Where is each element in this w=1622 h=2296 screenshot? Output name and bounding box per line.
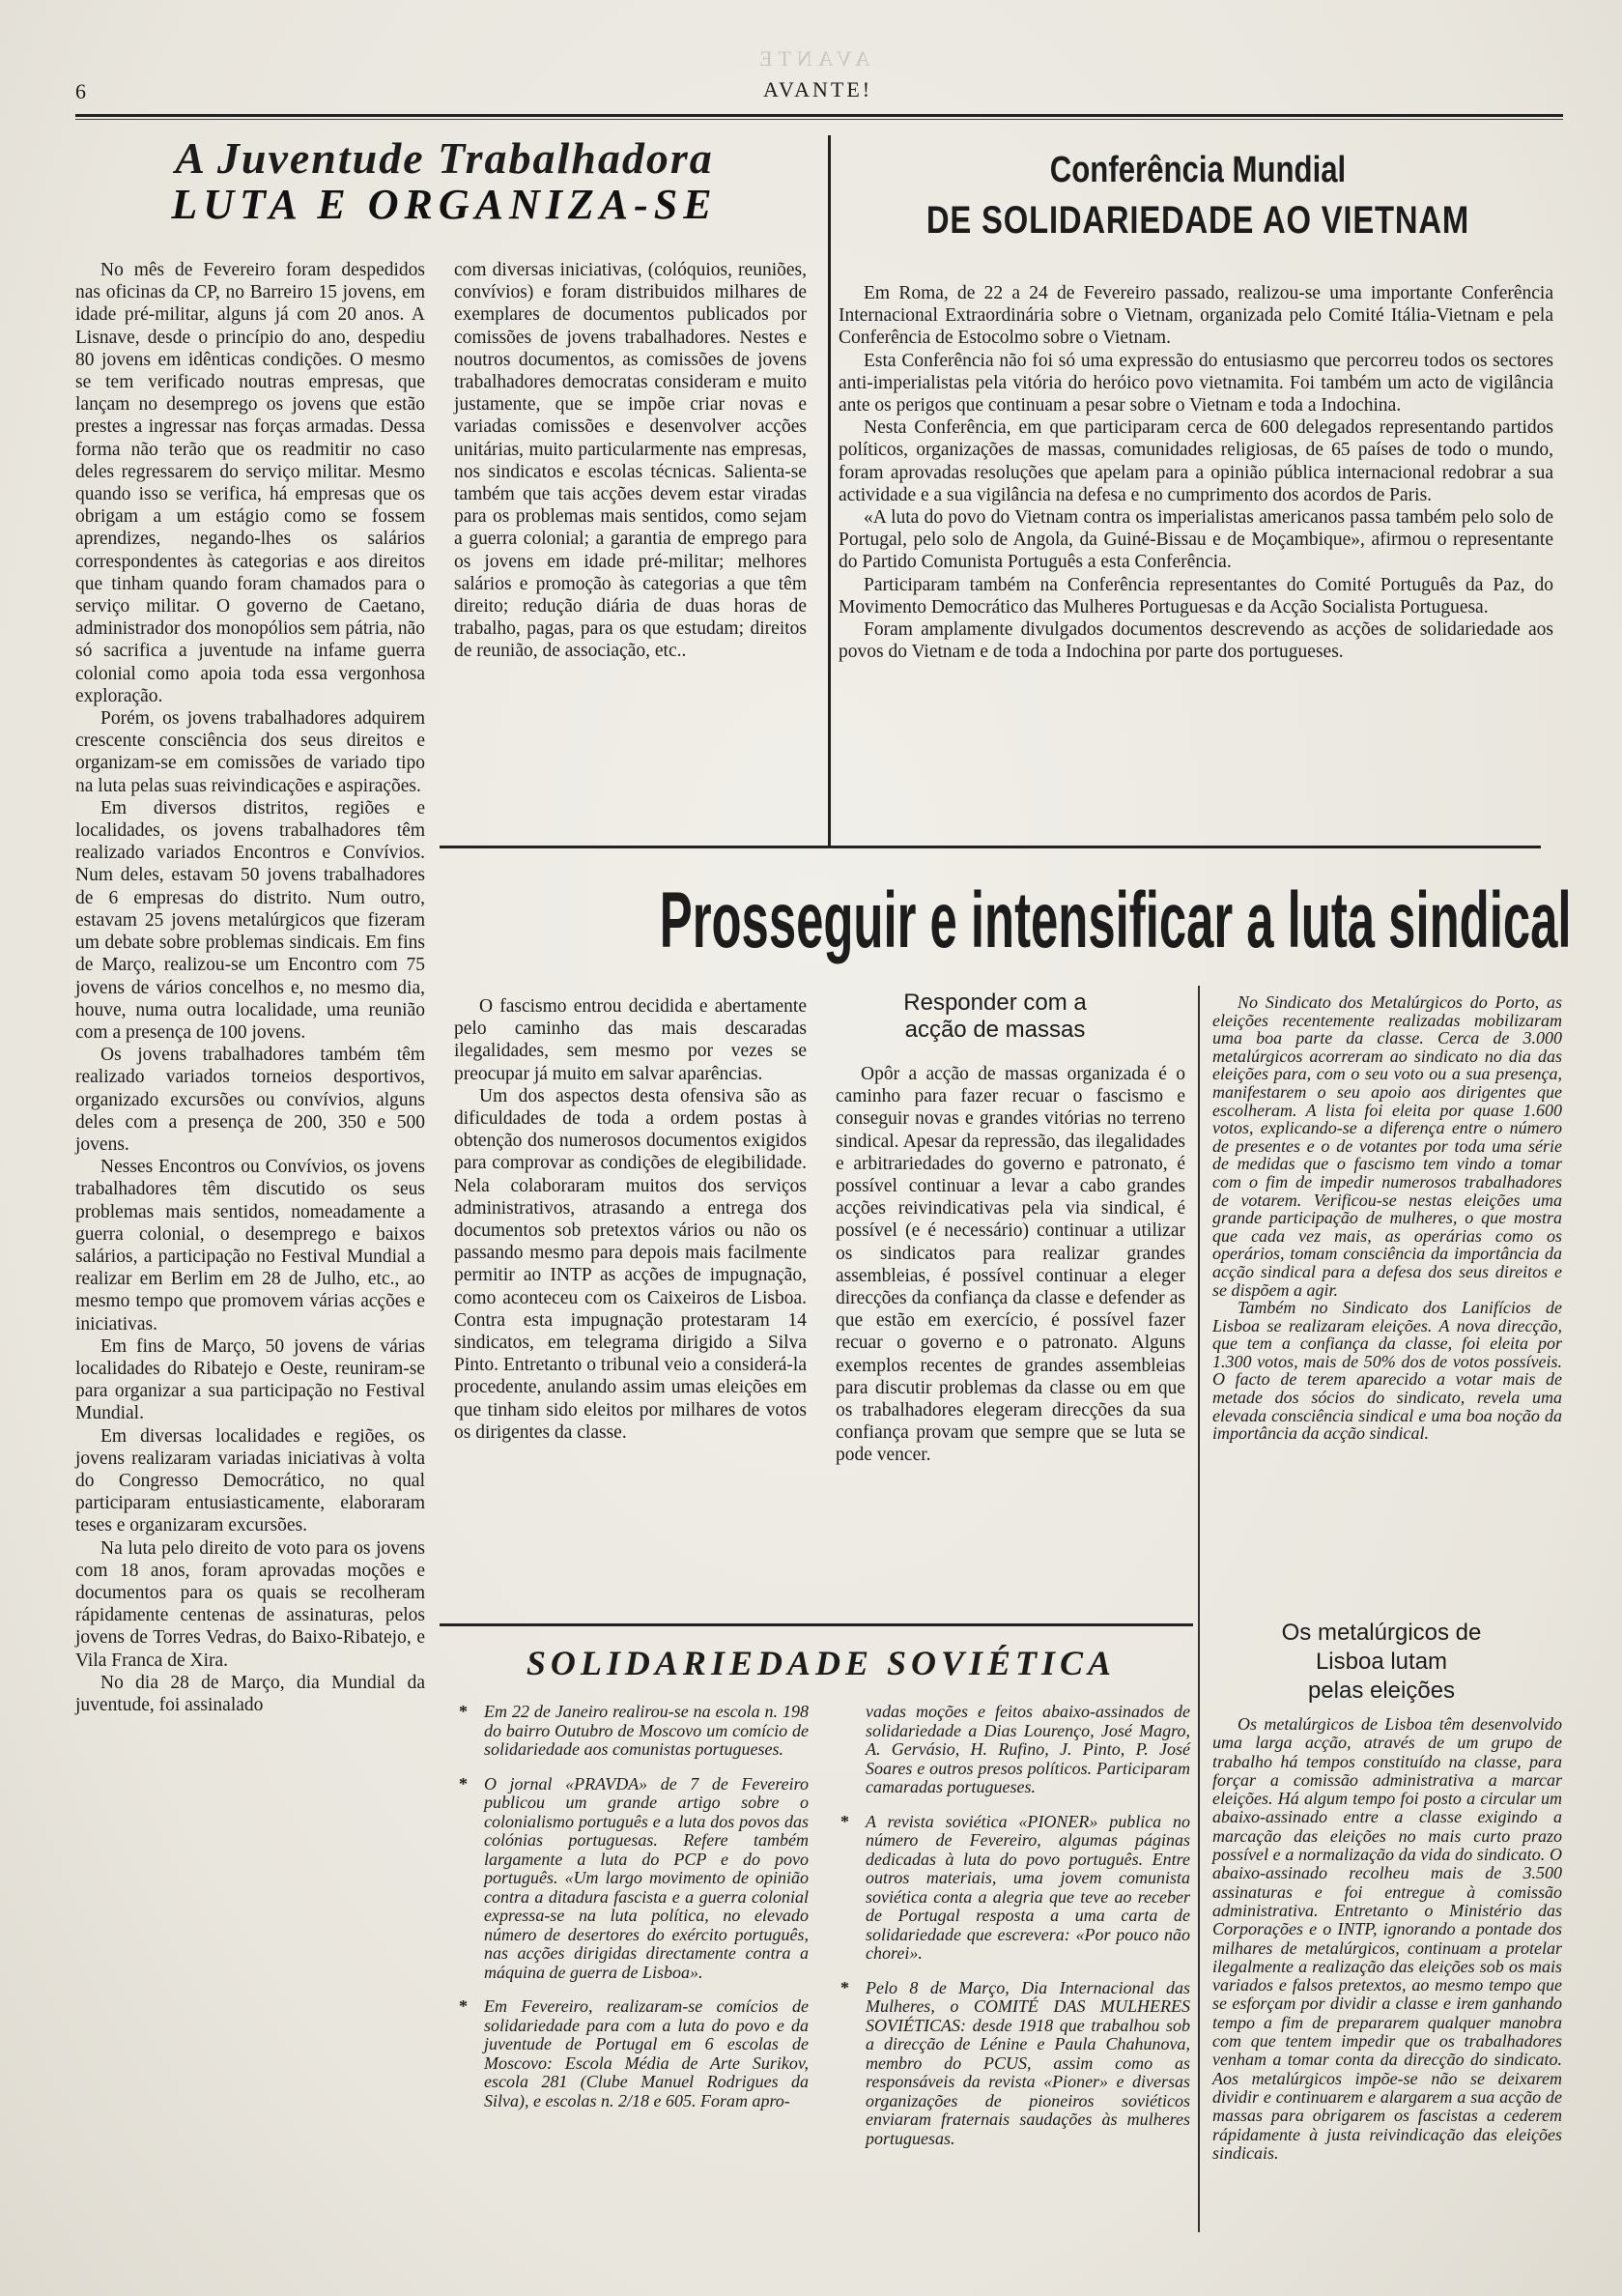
sindical-article-headline: Prosseguir e intensificar a luta sindical: [659, 876, 1572, 964]
youth-article-col2: [454, 259, 807, 663]
paragraph: Um dos aspectos desta ofensiva são as dificuldades de toda a ordem postas à obtenção dos numerosos documentos exigidos para comprovar as condições de elegibilidade. Nela colaboraram muitos dos serviços administrativos, atrasando a entrega dos documentos sob pretextos vários ou não os passando mesmo para depois mais facilmente permitir ao INTP as acções de impugnação, como aconteceu com os Caixeiros de Lisboa. Contra esta impugnação protestaram 14 sindicatos, em telegrama dirigido a Silva Pinto. Entretanto o tribunal veio a considerá-la procedente, anulando assim umas eleições em que tinham sido eleitos por milhares de votos os dirigentes da classe.: [454, 1085, 807, 1443]
subheading-line-3: pelas eleições: [1307, 1678, 1456, 1704]
paragraph: com diversas iniciativas, (colóquios, reuniões, convívios) e foram distribuidos milhares de exemplares de documentos publicados por comissões de jovens trabalhadores. Nestes e noutros documentos, as comissões de jovens trabalhadores democratas consideram e muito justamente, que se impõe criar novas e variadas comissões e desenvolver acções unitárias, muito particularmente nas empresas, nos sindicatos e escolas técnicas. Salienta-se também que tais acções devem estar viradas para os problemas mais sentidos, como sejam a guerra colonial; a garantia de emprego para os jovens em idade pré-militar; melhores salários e promoção às categorias a que têm direito; redução diária de duas horas de trabalho, pagas, para os que estudam; direitos de reunião, de associação, etc..: [454, 260, 807, 662]
headline-line-1: A Juventude Trabalhadora: [175, 133, 714, 183]
headline-line-2: DE SOLIDARIEDADE AO VIETNAM: [925, 199, 1470, 242]
solidarity-col1: [459, 1703, 809, 2126]
bullet-star-icon: *: [459, 1702, 468, 1721]
column-divider: [828, 135, 831, 846]
paragraph: Foram amplamente divulgados documentos descrevendo as acções de solidariedade aos povos do Vietnam e de toda a Indochina por parte dos portugueses.: [839, 619, 1553, 663]
bullet-star-icon: *: [459, 1996, 468, 2016]
metal-article-body: [1212, 1715, 1562, 2163]
header-rule: [75, 114, 1563, 117]
paragraph: Na luta pelo direito de voto para os jovens com 18 anos, foram aprovadas moções e documentos para os quais se recolheram rápidamente centenas de assinaturas, pelos jovens de Torres Vedras, do Baixo-Ribatejo, e Vila Franca de Xira.: [75, 1537, 425, 1671]
sindical-col2: [836, 1063, 1185, 1467]
sindical-col1: [454, 995, 807, 1444]
page-number: 6: [75, 79, 86, 103]
paragraph: Participaram também na Conferência representantes do Comité Português da Paz, do Movimento Democrático das Mulheres Portuguesas e da Acção Socialista Portuguesa.: [839, 574, 1553, 617]
paragraph: Em Roma, de 22 a 24 de Fevereiro passado, realizou-se uma importante Conferência Internacional Extraordinária sobre o Vietnam, organizada pelo Comité Itália-Vietnam e pela Conferência de Estocolmo sobre o Vietnam.: [839, 283, 1553, 349]
bullet-star-icon: *: [840, 1811, 849, 1831]
subheading-line-2: acção de massas: [904, 1017, 1086, 1043]
paragraph: Os jovens trabalhadores também têm realizado variados torneios desportivos, organizado excursões ou convívios, alguns deles com a presença de 200, 350 e 500 jovens.: [75, 1045, 425, 1155]
paragraph: Opôr a acção de massas organizada é o caminho para fazer recuar o fascismo e conseguir novas e grandes vitórias no terreno sindical. Apesar da repressão, das ilegalidades e arbitrariedades do governo e patronato, é possível continuar a levar a cabo grandes acções reivindicativas pela via sindical, é possível (e é necessário) continuar a utilizar os sindicatos para realizar grandes assembleias, é possível continuar a eleger direcções da confiança da classe e defender as que estão em exercício, é possível fazer recuar o governo e o patronato. Alguns exemplos recentes de grandes assembleias para discutir problemas da classe ou em que os trabalhadores elegeram direcções da sua confiança provam que sempre que se luta se pode vencer.: [836, 1064, 1185, 1466]
section-rule: [440, 1623, 1193, 1626]
solidarity-item: * Em 22 de Janeiro realirou-se na escola n. 198 do bairro Outubro de Moscovo um comício de solidariedade aos comunistas portugueses.: [459, 1702, 809, 1759]
vietnam-article-body: [839, 282, 1553, 663]
paragraph: O fascismo entrou decidida e abertamente pelo caminho das mais descaradas ilegalidades, sem mesmo por vezes se preocupar já muito em salvar aparências.: [454, 996, 807, 1084]
paragraph: Também no Sindicato dos Lanifícios de Lisboa se realizaram eleições. A nova direcção, que tem a confiança da classe, foi eleita por 1.300 votos, mais de 50% dos de votos possíveis. O facto de terem aparecido a votar mais de metade dos sócios do sindicato, revela uma elevada consciência sindical e uma boa noção da importância da acção sindical.: [1212, 1298, 1562, 1444]
sindical-col3: [1212, 993, 1562, 1443]
subheading-line-1: Os metalúrgicos de: [1281, 1620, 1482, 1646]
paragraph: No dia 28 de Março, dia Mundial da juventude, foi assinalado: [75, 1672, 425, 1715]
paragraph: Esta Conferência não foi só uma expressão do entusiasmo que percorreu todos os sectores anti-imperialistas pela vitória do heróico povo vietnamita. Foi também um acto de vigilância ante os perigos que continuam a pesar sobre o Vietnam e toda a Indochina.: [839, 350, 1553, 416]
youth-article-headline: [106, 135, 783, 228]
metal-subheading: [1208, 1619, 1555, 1706]
paragraph: Porém, os jovens trabalhadores adquirem crescente consciência dos seus direitos e organizam-se em comissões de variado tipo na luta pelas suas reivindicações e aspirações.: [75, 708, 425, 796]
solidarity-col2: [840, 1703, 1190, 2164]
bullet-star-icon: *: [840, 1977, 849, 1997]
headline-line-2: LUTA E ORGANIZA-SE: [171, 181, 718, 228]
bullet-star-icon: *: [459, 1773, 468, 1794]
paragraph: No Sindicato dos Metalúrgicos do Porto, as eleições recentemente realizadas mobilizaram uma boa parte da classe. Cerca de 3.000 metalúrgicos acorreram ao sindicato no dia das eleições para, com o seu voto ou a sua presença, manifestarem o seu apoio aos dirigentes que escolheram. A lista foi eleita por quase 1.600 votos, explicando-se a diferença entre o número de presentes e o de votantes por toda uma série de medidas que o fascismo tem vindo a tomar com o fim de impedir numerosos trabalhadores de votarem. Verificou-se nestas eleições uma grande participação de mulheres, o que mostra que cada vez mais, as operárias como os operários, tomam consciência da importância da acção sindical para a defesa dos seus direitos e se dispõem a agir.: [1212, 992, 1562, 1300]
masthead: AVANTE!: [763, 77, 873, 101]
solidarity-headline: SOLIDARIEDADE SOVIÉTICA: [526, 1644, 1117, 1682]
subheading-line-1: Responder com a: [903, 990, 1087, 1016]
paragraph: No mês de Fevereiro foram despedidos nas oficinas da CP, no Barreiro 15 jovens, em idade pré-militar, alguns já com 20 anos. A Lisnave, desde o princípio do ano, despediu 80 jovens em idênticas condições. O mesmo se tem verificado noutras empresas, que lançam no desemprego os jovens que estão prestes a ingressar nas forças armadas. Dessa forma não terão que os readmitir no caso deles regressarem do serviço militar. Mesmo quando isso se verifica, há empresas que os obrigam a um estágio como se fossem aprendizes, negando-lhes os salários correspondentes às categorias e aos direitos que tinham quando foram chamados para o serviço militar. O governo de Caetano, administrador dos monopólios sem pátria, não só sacrifica a juventude na infame guerra colonial como apoia toda essa vergonhosa exploração.: [75, 260, 425, 706]
paragraph: Nesses Encontros ou Convívios, os jovens trabalhadores têm discutido os seus problemas mais sentidos, nomeadamente a guerra colonial, o desemprego e baixos salários, a participação no Festival Mundial a realizar em Berlim em 28 de Julho, etc., ao mesmo tempo que promovem várias acções e iniciativas.: [75, 1157, 425, 1335]
solidarity-item: * O jornal «PRAVDA» de 7 de Fevereiro publicou um grande artigo sobre o colonialismo português e a luta dos povos das colónias portuguesas. Refere também largamente a luta do PCP e do povo português. «Um largo movimento de opinião contra a ditadura fascista e a guerra colonial expressa-se na luta política, no elevado número de desertores do exército português, nas acções dirigidas directamente contra a máquina de guerra de Lisboa».: [459, 1773, 809, 1982]
solidarity-item: * A revista soviética «PIONER» publica no número de Fevereiro, algumas páginas dedicadas à luta do povo português. Entre outros materiais, uma jovem comunista soviética conta a alegria que teve ao receber de Portugal resposta a uma carta de solidariedade que escrevera: «Por pouco não chorei».: [840, 1811, 1190, 1963]
paragraph: Os metalúrgicos de Lisboa têm desenvolvido uma larga acção, através de um grupo de trabalho há tempos constituído na classe, para forçar a comissão administrativa a marcar eleições. Há algum tempo foi posto a circular um abaixo-assinado entre a classe exigindo a marcação das eleições no mais curto prazo possível e a normalização da vida do sindicato. O abaixo-assinado recolheu mais de 3.500 assinaturas e foi entregue à comissão administrativa. Entretanto o Ministério das Corporações e o INTP, ignorando a pontade dos milhares de metalúrgicos, continuam a protelar ilegalmente a realização das eleições sob os mais variados e falsos pretextos, ao mesmo tempo que se esforçam por dividir a classe e irem ganhando tempo a fim de prepararem qualquer manobra com que tentem impedir que os trabalhadores venham a tomar conta da direcção do sindicato. Aos metalúrgicos impõe-se não se deixarem dividir e continuarem e alargarem a sua acção de massas para obrigarem os fascistas a cederem rápidamente à justa reivindicação das eleições sindicais.: [1212, 1714, 1562, 2163]
paragraph: Em diversos distritos, regiões e localidades, os jovens trabalhadores têm realizado variados Encontros e Convívios. Num deles, estavam 50 jovens trabalhadores de 6 empresas do distrito. Num outro, estavam 25 jovens metalúrgicos que fizeram um debate sobre problemas sindicais. Em fins de Março, realizou-se um Encontro com 75 jovens de vários concelhos e, no mesmo dia, houve, numa outra localidade, uma reunião com a presença de 100 jovens.: [75, 797, 425, 1043]
paragraph: Em diversas localidades e regiões, os jovens realizaram variadas iniciativas à volta do Congresso Democrático, no qual participaram entusiasticamente, elaboraram teses e organizaram excursões.: [75, 1425, 425, 1536]
solidarity-item: * Pelo 8 de Março, Dia Internacional das Mulheres, o COMITÉ DAS MULHERES SOVIÉTICAS: desde 1918 que trabalhou sob a direcção de Lénine e Paula Chahunova, membro do PCUS, assim como as responsáveis da revista «Pioner» e diversas organizações de pioneiros soviéticos enviaram fraternais saudações às mulheres portuguesas.: [840, 1977, 1190, 2148]
subheading-line-2: Lisboa lutam: [1315, 1649, 1448, 1675]
solidarity-item: vadas moções e feitos abaixo-assinados de solidariedade a Dias Lourenço, José Magro, A. Gervásio, H. Rufino, J. Pinto, P. José Soares e outros presos políticos. Participaram camaradas portugueses.: [866, 1702, 1190, 1796]
header-rule-thin: [75, 119, 1563, 120]
solidarity-item: * Em Fevereiro, realizaram-se comícios de solidariedade para com a luta do povo e da juventude de Portugal em 6 escolas de Moscovo: Escola Média de Arte Surikov, escola 281 (Clube Manuel Rodrigues da Silva), e escolas n. 2/18 e 605. Foram apro-: [459, 1996, 809, 2110]
section-rule: [440, 846, 1541, 848]
paragraph: Nesta Conferência, em que participaram cerca de 600 delegados representando partidos políticos, organizações de massas, comunidades religiosas, de 65 países de todo o mundo, foram aprovadas resoluções que apelam para a opinião pública internacional redobrar a sua actividade e a sua vigilância na defesa e no cumprimento dos acordos de Paris.: [839, 417, 1553, 505]
headline-line-1: Conferência Mundial: [1049, 150, 1347, 190]
paragraph: «A luta do povo do Vietnam contra os imperialistas americanos passa também pelo solo de Portugal, pelo solo de Angola, da Guiné-Bissau e de Moçambique», afirmou o representante do Partido Comunista Português a esta Conferência.: [839, 507, 1553, 573]
vietnam-article-headline: [850, 145, 1546, 245]
bleed-through-masthead: AVANTE: [754, 46, 870, 71]
youth-article-col1: [75, 259, 425, 1716]
sindical-subheading: [850, 990, 1140, 1044]
column-divider: [1198, 986, 1200, 2232]
paragraph: Em fins de Março, 50 jovens de várias localidades do Ribatejo e Oeste, reuniram-se para organizar a sua participação no Festival Mundial.: [75, 1335, 425, 1424]
